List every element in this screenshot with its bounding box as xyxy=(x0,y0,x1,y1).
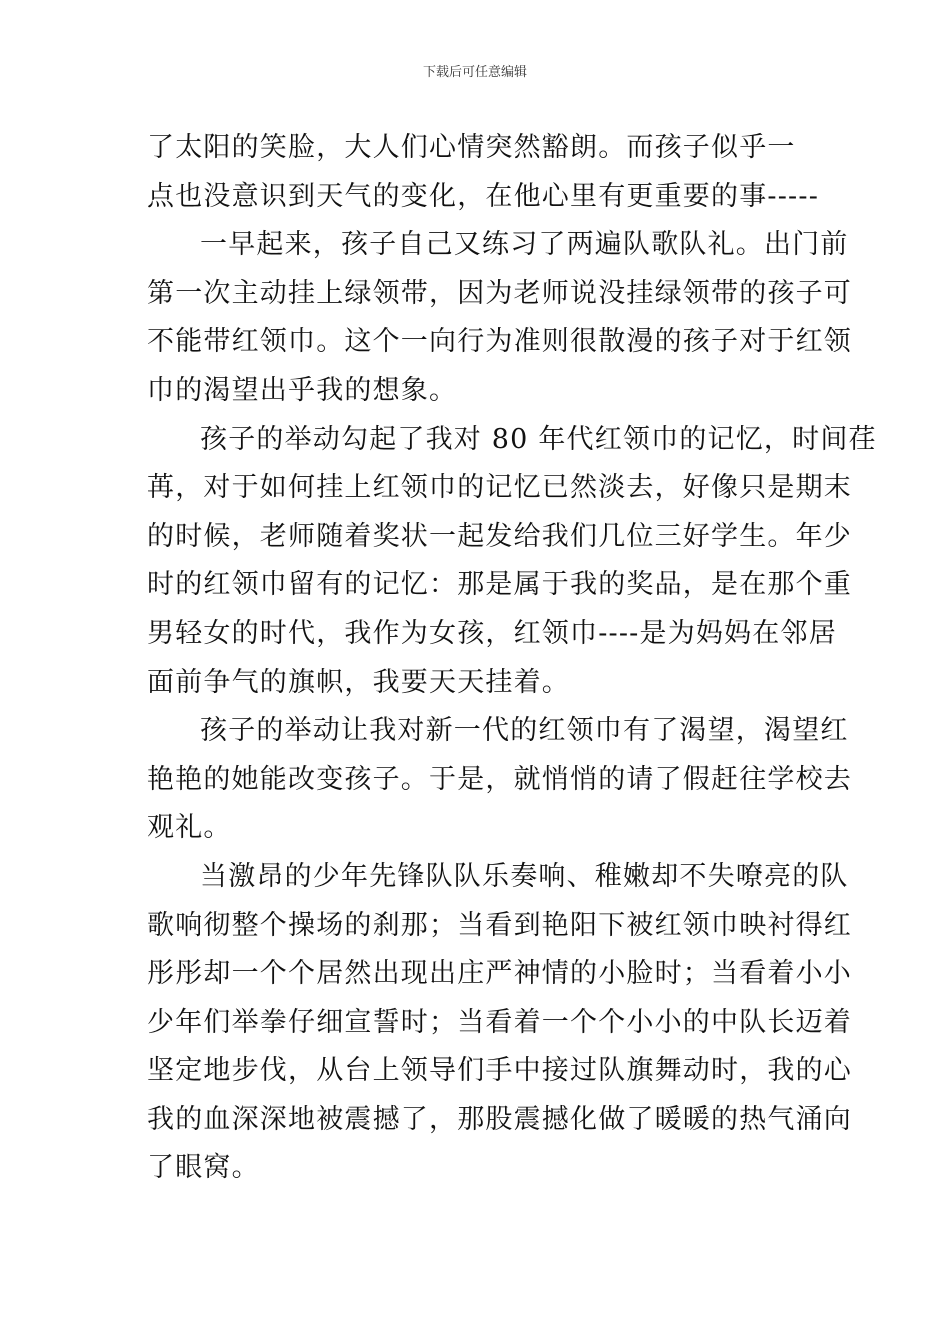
text-line: 第一次主动挂上绿领带，因为老师说没挂绿领带的孩子可 xyxy=(147,277,852,309)
text-line: 当激昂的少年先锋队队乐奏响、稚嫩却不失嘹亮的队 xyxy=(200,860,849,892)
text-line: 的时候，老师随着奖状一起发给我们几位三好学生。年少 xyxy=(147,520,852,552)
text-line: 苒，对于如何挂上红领巾的记忆已然淡去，好像只是期末 xyxy=(147,472,852,504)
text-line: 孩子的举动让我对新一代的红领巾有了渴望，渴望红 xyxy=(200,715,849,747)
text-line: 点也没意识到天气的变化，在他心里有更重要的事----- xyxy=(147,180,820,212)
text-line: 艳艳的她能改变孩子。于是，就悄悄的请了假赶往学校去 xyxy=(147,763,852,795)
text-line: 少年们举拳仔细宣誓时；当看着一个个小小的中队长迈着 xyxy=(147,1006,852,1038)
paragraph xyxy=(147,707,852,853)
text-line: 观礼。 xyxy=(147,812,232,844)
page-header: 下载后可任意编辑 xyxy=(422,65,527,80)
text-line: 彤彤却一个个居然出现出庄严神情的小脸时；当看着小小 xyxy=(147,958,852,990)
text-line: 孩子的举动勾起了我对 80 年代红领巾的记忆，时间荏 xyxy=(200,423,877,455)
text-line: 歌响彻整个操场的刹那；当看到艳阳下被红领巾映衬得红 xyxy=(147,909,852,941)
text-line: 巾的渴望出乎我的想象。 xyxy=(147,374,458,406)
text-line: 我的血深深地被震撼了，那股震撼化做了暖暖的热气涌向 xyxy=(147,1103,852,1135)
document-body xyxy=(147,124,877,1193)
text-line: 男轻女的时代，我作为女孩，红领巾----是为妈妈在邻居 xyxy=(147,617,837,649)
text-line: 面前争气的旗帜，我要天天挂着。 xyxy=(147,666,570,698)
text-line: 一早起来，孩子自己又练习了两遍队歌队礼。出门前 xyxy=(200,229,849,261)
text-line: 坚定地步伐，从台上领导们手中接过队旗舞动时，我的心 xyxy=(147,1055,852,1087)
paragraph xyxy=(147,124,820,221)
text-line: 时的红领巾留有的记忆：那是属于我的奖品，是在那个重 xyxy=(147,569,852,601)
paragraph xyxy=(147,416,877,708)
text-line: 了太阳的笑脸，大人们心情突然豁朗。而孩子似乎一 xyxy=(147,132,796,163)
text-line: 了眼窝。 xyxy=(147,1152,260,1184)
paragraph xyxy=(147,853,852,1193)
text-line: 不能带红领巾。这个一向行为准则很散漫的孩子对于红领 xyxy=(147,326,852,358)
paragraph xyxy=(147,221,852,415)
